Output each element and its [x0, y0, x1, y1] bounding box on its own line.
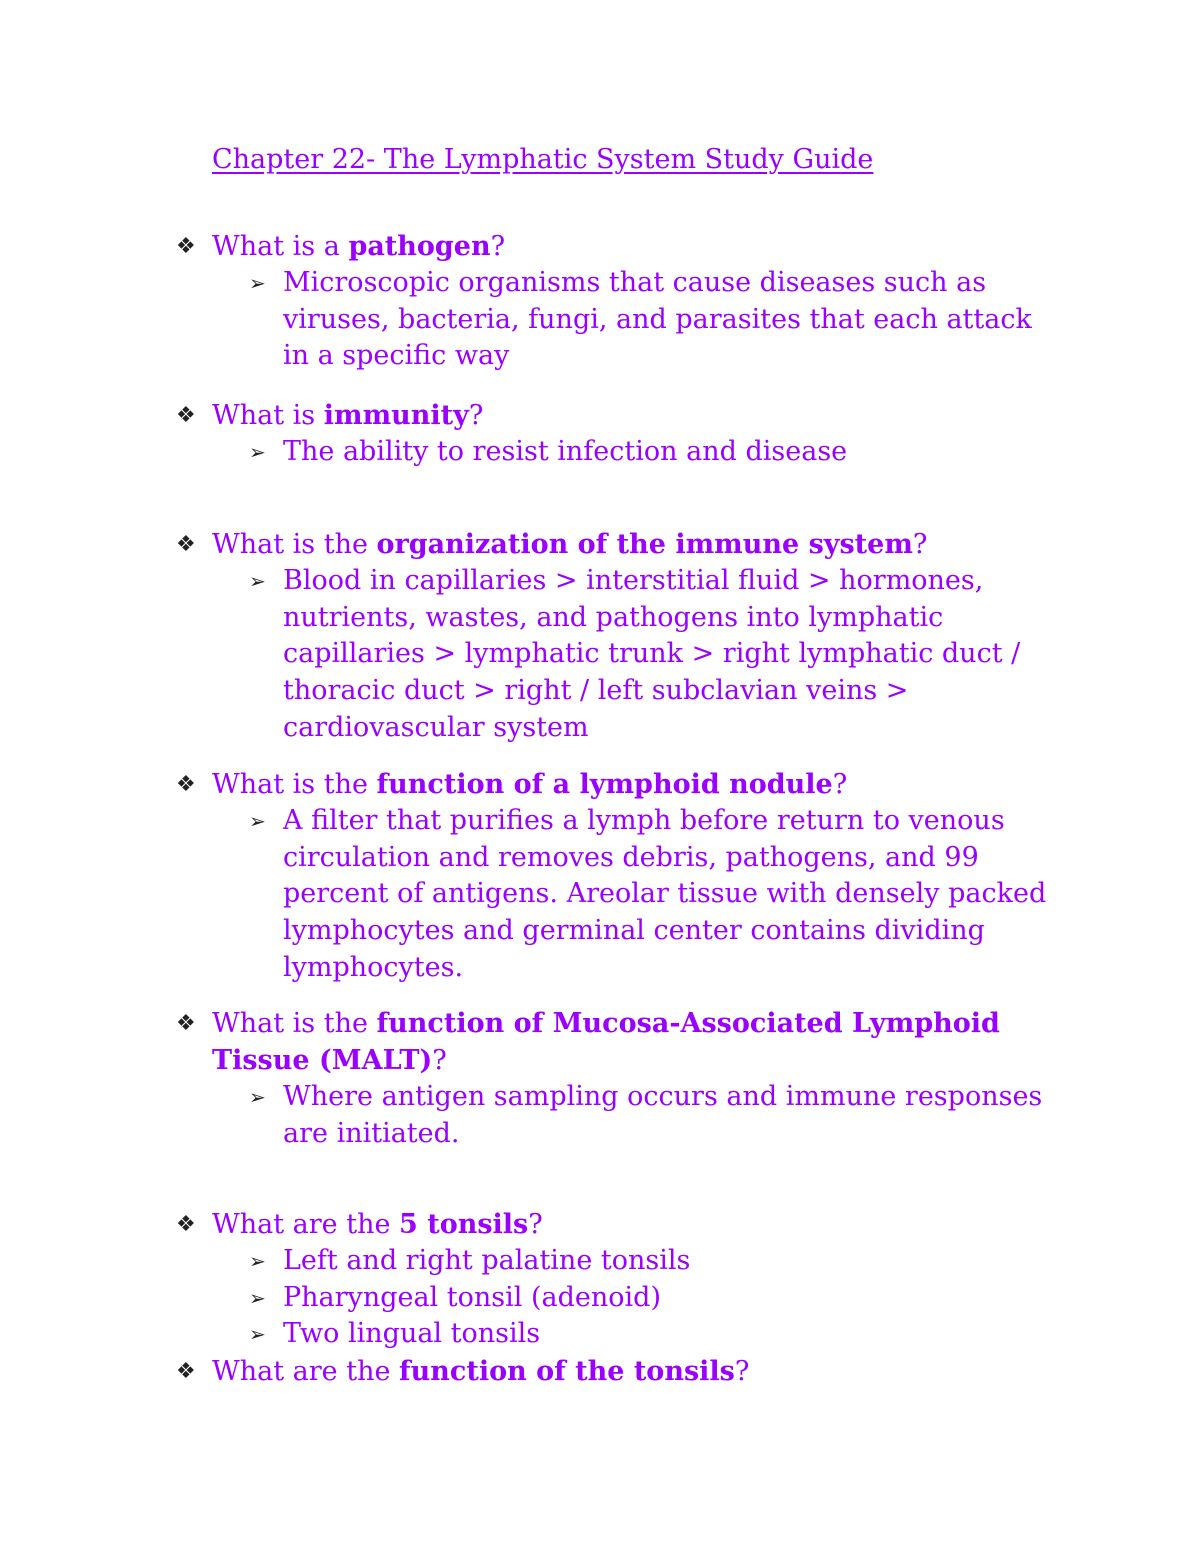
question	[176, 397, 1052, 434]
question-block-tonsils	[0, 1206, 1200, 1353]
answer	[249, 265, 1063, 375]
question-block-immunity	[0, 397, 1200, 471]
arrowhead-bullet-icon: ➢	[249, 569, 266, 593]
answer-text: Left and right palatine tonsils	[283, 1245, 691, 1276]
arrowhead-bullet-icon: ➢	[249, 1285, 266, 1310]
question-block-pathogen	[0, 228, 1200, 375]
answer-text: Blood in capillaries > interstitial fluid > hormones, nutrients, wastes, and pathogens into lymphatic capillaries > lymphatic trunk > right lymphatic duct / thoracic duct > right / left subclavian veins > cardiovascular system	[283, 565, 1021, 743]
answer-text: Microscopic organisms that cause diseases such as viruses, bacteria, fungi, and parasites that each attack in a specific way	[283, 267, 1032, 372]
question-mark: ?	[432, 1045, 447, 1076]
question-block-malt	[0, 1005, 1200, 1152]
question-text: What is the	[212, 769, 377, 800]
diamond-bullet-icon: ❖	[176, 772, 196, 797]
question-keyword: immunity	[323, 400, 469, 431]
question-text: What is a	[212, 231, 349, 262]
answer-text: A filter that purifies a lymph before return to venous circulation and removes debris, pathogens, and 99 percent of antigens. Areolar tissue with densely packed lymphocytes and germinal center contains dividing lymphocytes.	[283, 805, 1047, 983]
diamond-bullet-icon: ❖	[176, 1359, 196, 1384]
question-text: What are the	[212, 1209, 400, 1240]
question-keyword: 5 tonsils	[399, 1209, 529, 1240]
arrowhead-bullet-icon: ➢	[249, 809, 266, 833]
answer	[249, 803, 1063, 987]
arrowhead-bullet-icon: ➢	[249, 1249, 266, 1273]
question	[176, 228, 1052, 265]
question-mark: ?	[468, 400, 484, 431]
question	[176, 1206, 1052, 1243]
answer	[249, 1316, 1063, 1353]
question-block-tonsil-function	[0, 1353, 1200, 1390]
question	[176, 526, 1052, 563]
question	[176, 1005, 1052, 1079]
arrowhead-bullet-icon: ➢	[249, 1322, 266, 1347]
question-keyword: pathogen	[348, 231, 491, 262]
question-mark: ?	[490, 231, 506, 262]
question-mark: ?	[734, 1356, 750, 1387]
diamond-bullet-icon: ❖	[176, 234, 196, 259]
question-keyword: function of a lymphoid nodule	[376, 769, 833, 800]
answer-text: Two lingual tonsils	[283, 1318, 541, 1350]
question-text: What is	[212, 400, 324, 431]
answer-text: The ability to resist infection and disease	[283, 436, 848, 467]
question-mark: ?	[832, 769, 848, 800]
question	[176, 766, 1052, 803]
arrowhead-bullet-icon: ➢	[249, 440, 266, 464]
diamond-bullet-icon: ❖	[176, 532, 196, 557]
question-mark: ?	[528, 1209, 543, 1240]
question-text: What are the	[212, 1356, 400, 1387]
answer	[249, 1079, 1063, 1152]
answer	[249, 563, 1063, 747]
question	[176, 1353, 1052, 1390]
question-text: What is the	[212, 1008, 377, 1039]
arrowhead-bullet-icon: ➢	[249, 271, 266, 295]
diamond-bullet-icon: ❖	[176, 1212, 196, 1237]
question-text: What is the	[212, 529, 377, 560]
question-block-lymphoid-nodule	[0, 766, 1200, 987]
answer-text: Pharyngeal tonsil (adenoid)	[283, 1281, 661, 1313]
answer	[249, 1280, 1063, 1317]
question-block-organization	[0, 526, 1200, 747]
answer	[249, 1243, 1063, 1280]
question-mark: ?	[912, 529, 928, 560]
answer	[249, 434, 1063, 471]
arrowhead-bullet-icon: ➢	[249, 1085, 266, 1109]
question-keyword: function of the tonsils	[399, 1356, 735, 1387]
question-keyword: organization of the immune system	[376, 529, 913, 560]
diamond-bullet-icon: ❖	[176, 1011, 196, 1036]
diamond-bullet-icon: ❖	[176, 403, 196, 428]
answer-text: Where antigen sampling occurs and immune responses are initiated.	[283, 1081, 1043, 1149]
page-title: Chapter 22- The Lymphatic System Study Guide	[212, 144, 874, 175]
question-keyword: function of Mucosa-Associated Lymphoid Tissue (MALT)	[212, 1008, 1000, 1076]
